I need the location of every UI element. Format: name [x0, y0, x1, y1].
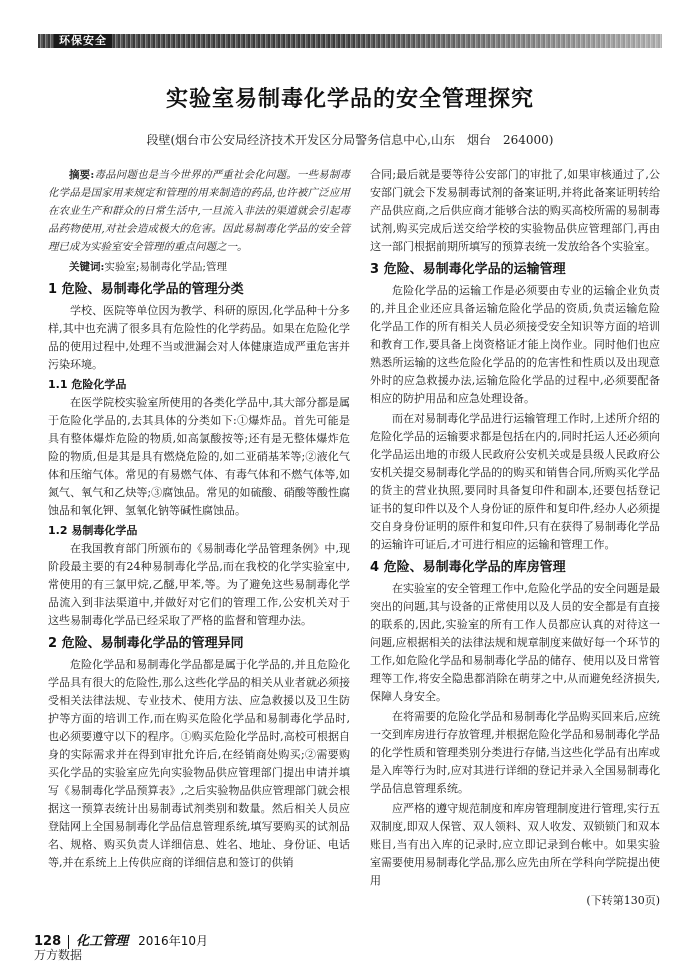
abstract-label: 摘要:: [69, 169, 95, 181]
section-1-2-heading: 1.2 易制毒化学品: [48, 524, 138, 537]
section-1-2-text: 在我国教育部门所颁布的《易制毒化学品管理条例》中,现阶段最主要的有24种易制毒化学品,而在我校的化学实验室中,常使用的有三氯甲烷,乙醚,甲苯,等。为了避免这些易制毒化学品流入到非法渠道中,并做好对它们的管理工作,公安机关对于这些易制毒化学品已经采取了严格的监督和管理办法。: [48, 542, 350, 627]
section-1-heading: 1 危险、易制毒化学品的管理分类: [48, 282, 244, 297]
section-1-1-heading: 1.1 危险化学品: [48, 378, 127, 391]
section-1-intro: 学校、医院等单位因为教学、科研的原因,化学品种十分多样,其中也充满了很多具有危险性的化学药品。如果在危险化学品的使用过程中,处理不当或泄漏会对人体健康造成严重危害并污染环境。: [48, 304, 350, 371]
section-2-heading: 2 危险、易制毒化学品的管理异同: [48, 636, 244, 651]
header-bar: [38, 34, 662, 48]
issue-date: 2016年10月: [138, 934, 208, 948]
section-4-paragraph-2: 在将需要的危险化学品和易制毒化学品购买回来后,应统一交到库房进行存放管理,并根据危险化学品和易制毒化学品的化学性质和管理类别分类进行存储,当这些化学品有出库或是入库等行为时,应对其进行详细的登记并录入全国易制毒化学品信息管理系统。: [370, 710, 660, 795]
section-2-text-right: 合同;最后就是要等待公安部门的审批了,如果审核通过了,公安部门就会下发易制毒试剂的备案证明,并将此备案证明转给产品供应商,之后供应商才能够合法的购买高校所需的易制毒试剂,购买完成后送交给学校的实验物品供应管理部门,再由这一部门根据前期所填写的预算表统一发放给各个实验室。: [370, 168, 660, 253]
keywords: [48, 258, 350, 276]
page-number: 128: [34, 934, 62, 949]
section-tag: 环保安全: [54, 34, 112, 48]
section-4-paragraph-1: 在实验室的安全管理工作中,危险化学品的安全问题是最突出的问题,其与设备的正常使用以及人员的安全都是有直接的联系的,因此,实验室的所有工作人员都应认真的对待这一问题,应根据相关的法律法规和规章制度来做好每一个环节的工作,如危险化学品和易制毒化学品的储存、使用以及日常管理等工作,将安全隐患都消除在萌芽之中,从而避免经济损失,保障人身安全。: [370, 582, 660, 703]
source-watermark: 万方数据: [34, 948, 83, 962]
article-title: 实验室易制毒化学品的安全管理探究: [165, 87, 534, 112]
section-2-text-left: 危险化学品和易制毒化学品都是属于化学品的,并且危险化学品具有很大的危险性,那么这些化学品的相关从业者就必须接受相关法律法规、专业技术、使用方法、应急救援以及卫生防护等方面的培训工作,而在购买危险化学品和易制毒化学品时,也必须要遵守以下的程序。①购买危险化学品时,高校可根据自身的实际需求并在得到审批允许后,在经销商处购买;②需要购买化学品的实验室应先向实验物品供应管理部门提出申请并填写《易制毒化学品预算表》,之后实验物品供应管理部门就会根据这一预算表统计出易制毒试剂类别和数量。然后相关人员应登陆网上全国易制毒化学品信息管理系统,填写要购买的试剂品名、规格、购买负责人详细信息、姓名、地址、身份证、电话等,并在系统上上传供应商的详细信息和签订的供销: [48, 658, 350, 869]
author-byline: 段壁(烟台市公安局经济技术开发区分局警务信息中心,山东 烟台 264000): [146, 133, 554, 147]
section-3-heading: 3 危险、易制毒化学品的运输管理: [370, 262, 566, 277]
section-1-1-text: 在医学院校实验室所使用的各类化学品中,其大部分都是属于危险化学品的,去其具体的分类如下:①爆炸品。首先可能是具有整体爆炸危险的物质,如高氯酸按等;还有是无整体爆炸危险的物质,但是其是具有燃烧危险的,如二亚硝基苯等;②液化气体和压缩气体。常见的有易燃气体、有毒气体和不燃气体等,如氮气、氧气和乙炔等;③腐蚀品。常见的如硫酸、硝酸等酸性腐蚀品和氧化钾、氢氧化钠等碱性腐蚀品。: [48, 396, 350, 517]
section-4-paragraph-3: 应严格的遵守规范制度和库房管理制度进行管理,实行五双制度,即双人保管、双人领料、双人收发、双锁锁门和双本账目,当有出入库的记录时,应立即记录到台帐中。如果实验室需要使用易制毒化学品,那么应先由所在学科向学院提出使用: [370, 802, 660, 887]
section-4-heading: 4 危险、易制毒化学品的库房管理: [370, 560, 566, 575]
right-column: [370, 166, 660, 910]
left-column: [48, 166, 350, 874]
journal-name: 化工管理: [76, 934, 129, 949]
abstract: [48, 166, 350, 256]
abstract-text: 毒品问题也是当今世界的严重社会化问题。一些易制毒化学品是国家用来规定和管理的用来制造的药品,也许被广泛应用在农业生产和群众的日常生活中,一旦流入非法的渠道就会引起毒品药物使用,对社会造成极大的危害。因此易制毒化学品的安全管理已成为实验室安全管理的重点问题之一。: [48, 169, 350, 253]
section-3-paragraph-1: 危险化学品的运输工作是必须要由专业的运输企业负责的,并且企业还应具备运输危险化学品的资质,负责运输危险化学品工作的所有相关人员必须接受安全知识等方面的培训和教育工作,要具备上岗资格证才能上岗作业。同时他们也应熟悉所运输的这些危险化学品的的危害性和性质以及出现意外时的应急救援办法,运输危险化学品的过程中,必须要配备相应的防护用品和应急处理设备。: [370, 284, 660, 405]
continued-note: (下转第130页): [586, 894, 660, 907]
keywords-text: 实验室;易制毒化学品;管理: [104, 261, 227, 273]
section-3-paragraph-2: 而在对易制毒化学品进行运输管理工作时,上述所介绍的危险化学品的运输要求都是包括在内的,同时托运人还必须向化学品运出地的市级人民政府公安机关或是县级人民政府公安机关提交易制毒化学品的的购买和销售合同,所购买化学品的货主的营业执照,要同时具备复印件和副本,还要包括登记证书的复印件以及个人身份证的原件和复印件,经办人必须提交自身身份证明的原件和复印件,只有在获得了易制毒化学品的运输许可证后,才可进行相应的运输和管理工作。: [370, 412, 660, 551]
keywords-label: 关键词:: [69, 261, 105, 273]
